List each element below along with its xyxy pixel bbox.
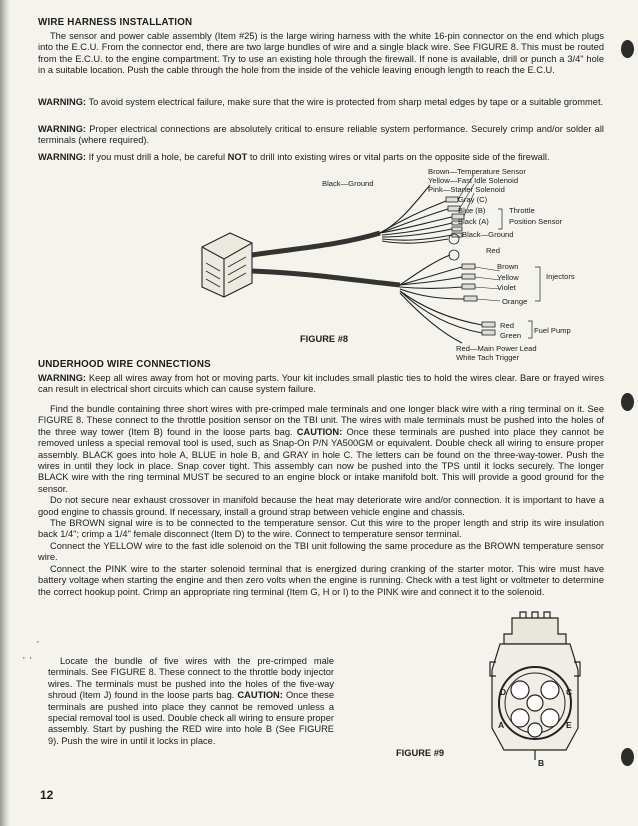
label-black-a: Black (A)	[458, 217, 489, 226]
terminal	[462, 284, 475, 289]
shroud-drawing	[490, 612, 580, 760]
label-position-sensor: Position Sensor	[509, 217, 563, 226]
label-brown-temp: Brown—Temperature Sensor	[428, 167, 526, 176]
letter-b: B	[538, 758, 545, 768]
terminal	[482, 322, 495, 327]
warning-text: If you must drill a hole, be careful	[86, 152, 228, 162]
label-yellow-idle: Yellow—Fast Idle Solenoid	[428, 176, 519, 185]
warning-text: to drill into existing wires or vital parts on the opposite side of the firewall.	[247, 152, 550, 162]
fuel-pump-brace	[528, 321, 532, 338]
label-gray-c: Gray (C)	[458, 195, 488, 204]
pink-wire-paragraph: Connect the PINK wire to the starter solenoid terminal that is energized during cranking of the starter motor. This wire must have battery voltage when starting the engine and then zero volts when the engine is running. Check with a test light or voltmeter to determine the correct hookup point. Crimp an appropriate ring terminal (Item G, H or I) to the PINK wire and connect it to the solenoid.	[38, 563, 604, 597]
section-heading-wire-harness: WIRE HARNESS INSTALLATION	[38, 17, 193, 28]
caution-label: CAUTION:	[237, 690, 283, 701]
harness-drawing	[202, 175, 540, 343]
terminal	[452, 227, 462, 231]
label-fuel-pump: Fuel Pump	[534, 326, 571, 335]
shroud-top-tab	[504, 618, 566, 644]
terminal	[446, 197, 458, 202]
binder-hole	[621, 748, 634, 766]
figure-8-labels	[322, 167, 575, 362]
wire-brown-2	[400, 267, 462, 285]
label-red-2: Red	[500, 321, 514, 330]
tps-paragraph	[38, 404, 604, 495]
brown-wire-paragraph: The BROWN signal wire is to be connected to the temperature sensor. Cut this wire to the proper length and strip its wire insulation back 1/4"; crimp a 1/4" female disconnect (Item D) to the wire. Connect to temperature sensor terminal.	[38, 518, 604, 540]
page-binding-shadow	[0, 0, 10, 826]
warning-drill	[38, 152, 604, 163]
label-black-ground: Black—Ground	[462, 230, 514, 239]
leader-line	[477, 299, 500, 301]
label-blue-b: Blue (B)	[458, 206, 486, 215]
label-violet: Violet	[497, 283, 516, 292]
label-orange: Orange	[502, 297, 528, 306]
main-cable-upper	[252, 233, 380, 255]
label-yellow-2: Yellow	[497, 273, 519, 282]
injector-paragraph-text: Once these terminals are pushed into place they cannot be removed unless a special removal tool is used. Double check all wiring to ensure proper assembly. Start by pushing the RED wire into hole B (See FIGURE 9). Push the wire in until it locks in place.	[48, 690, 334, 746]
label-red-1: Red	[486, 246, 500, 255]
underhood-warning	[38, 373, 604, 396]
warning-label: WARNING:	[38, 373, 87, 383]
wire-yellow	[380, 209, 448, 233]
section-heading-underhood: UNDERHOOD WIRE CONNECTIONS	[38, 359, 211, 370]
binder-hole	[621, 393, 634, 411]
tps-paragraph-text: Find the bundle containing three short wires with pre-crimped male terminals and one longer black wire with a ring terminal on it. See FIGURE 8. These connect to the throttle position sensor on the TBI unit. The wires with male terminals must be pushed into the holes of the three way tower (Item B) found in the loose parts bag.	[38, 404, 604, 437]
figure-9-caption: FIGURE #9	[396, 748, 445, 758]
hole-e	[541, 709, 559, 727]
letter-a: A	[498, 720, 505, 730]
label-pink-starter: Pink—Starter Solenoid	[428, 185, 505, 194]
label-white-tach: White Tach Trigger	[456, 353, 520, 362]
label-red-main: Red—Main Power Lead	[456, 344, 537, 353]
tps-brace	[498, 209, 502, 229]
margin-dot: ·	[36, 636, 40, 648]
injector-paragraph	[48, 656, 334, 747]
warning-text: Proper electrical connections are absolutely critical to ensure reliable system performance. Securely crimp and/or solder all terminals (where required).	[38, 124, 604, 146]
wire-violet	[400, 287, 462, 289]
hole-d	[511, 681, 529, 699]
warning-label: WARNING:	[38, 124, 87, 134]
main-cable-lower	[252, 271, 400, 285]
tps-paragraph-text: Once these terminals are pushed into place they cannot be removed unless a special removal tool is used, such as Snap-On P/N YA500GM or equivalent. Double check all wiring to ensure proper assembly. BLACK goes into hole A, BLUE in hole B, and GRAY in hole C. The letters can be found on the three-way-tower. Push the wires in until they lock in place. Snap cover tight. This assembly can now be pushed into the TPS until it locks securely. The longer BLACK wire with the ring terminal MUST be secured to an engine block or intake manifold bolt. This will provide a good ground for the sensor.	[38, 426, 604, 494]
label-green: Green	[500, 331, 522, 340]
wire-black-ground-top	[380, 185, 430, 233]
warning-connections	[38, 124, 604, 147]
letter-d: D	[500, 687, 507, 697]
underhood-body	[38, 404, 604, 598]
hole-center	[527, 695, 543, 711]
hole-a	[511, 709, 529, 727]
injectors-brace	[535, 267, 540, 301]
warning-not: NOT	[227, 152, 248, 162]
warning-protect-wire	[38, 97, 604, 108]
ring-terminal	[449, 250, 459, 260]
shroud-ribs	[520, 612, 550, 618]
hole-b	[528, 723, 542, 737]
intro-paragraph: The sensor and power cable assembly (Item #25) is the large wiring harness with the white 16-pin connector on the end which plugs into the E.C.U. From the connector end, there are two large bundles of wire and a single black wire. See FIGURE 8. This must be routed from the E.C.U. to the engine compartment. Try to use an existing hole through the firewall. If none is available, drill or punch a 3/4" hole in a suitable location. Push the cable through the hole from the inside of the vehicle leaving enough length to reach the E.C.U.	[38, 31, 604, 76]
warning-label: WARNING:	[38, 152, 87, 162]
page-number: 12	[40, 788, 54, 802]
caution-label: CAUTION:	[296, 426, 343, 437]
terminal	[462, 264, 475, 269]
terminal	[464, 296, 477, 301]
warning-label: WARNING:	[38, 97, 87, 107]
figure-8-caption: FIGURE #8	[300, 334, 349, 344]
yellow-wire-paragraph: Connect the YELLOW wire to the fast idle solenoid on the TBI unit following the same procedure as the BROWN temperature sensor wire.	[38, 540, 604, 563]
letter-c: C	[566, 687, 573, 697]
warning-text: Keep all wires away from hot or moving parts. Your kit includes small plastic ties to hold the wires clear. Bare or frayed wires can result in electrical short circuits which can cause system failure.	[38, 373, 604, 395]
figure-8-harness-diagram	[190, 163, 600, 363]
hole-c	[541, 681, 559, 699]
terminal	[462, 274, 475, 279]
injector-paragraph-text: Locate the bundle of five wires with the pre-crimped male terminals. See FIGURE 8. These connect to the throttle body injector wires. The terminals must be pushed into the holes of the five-way shroud (Item J) found in the loose parts bag.	[48, 656, 334, 701]
letter-e: E	[566, 720, 572, 730]
label-black-ground-top: Black—Ground	[322, 179, 374, 188]
figure-9-shroud-diagram	[470, 610, 600, 770]
terminal	[482, 330, 495, 335]
label-injectors: Injectors	[546, 272, 575, 281]
ground-paragraph: Do not secure near exhaust crossover in manifold because the heat may deteriorate wire and/or connection. It is important to have a good engine to chassis ground. If necessary, install a ground strap between vehicle engine and chassis.	[38, 495, 604, 517]
wire-black-a	[382, 235, 452, 240]
label-brown-2: Brown	[497, 262, 519, 271]
warning-text: To avoid system electrical failure, make sure that the wire is protected from sharp metal edges by tape or a suitable grommet.	[86, 97, 604, 107]
binder-hole	[621, 40, 634, 58]
label-throttle: Throttle	[509, 206, 535, 215]
wire-harness-intro	[38, 31, 604, 77]
margin-dot: · ·	[22, 652, 33, 664]
